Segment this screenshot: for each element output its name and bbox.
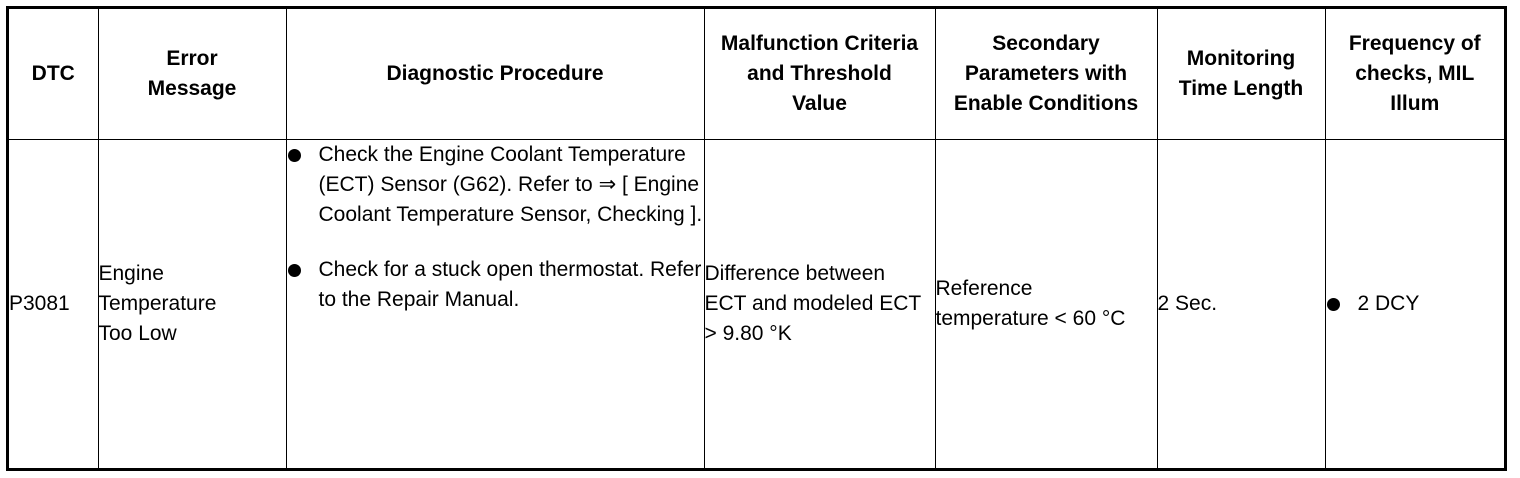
cell-monitoring-time: 2 Sec. [1157, 139, 1325, 468]
header-error-message: Error Message [98, 9, 286, 139]
header-secondary-parameters: Secondary Parameters with Enable Conditions [935, 9, 1157, 139]
header-frequency: Frequency of checks, MIL Illum [1325, 9, 1504, 139]
procedure-step [287, 140, 704, 230]
header-row [9, 9, 1504, 139]
header-dtc: DTC [9, 9, 98, 139]
bullet-icon [288, 264, 301, 277]
header-malfunction-criteria: Malfunction Criteria and Threshold Value [704, 9, 935, 139]
procedure-step [287, 255, 704, 315]
table-row [9, 139, 1504, 468]
procedure-step-text: Check for a stuck open thermostat. Refer to the Repair Manual. [318, 257, 702, 311]
procedure-list [287, 140, 704, 315]
cell-error-message: Engine Temperature Too Low [98, 139, 286, 468]
frequency-text: 2 DCY [1357, 291, 1420, 315]
procedure-step-text: Check the Engine Coolant Temperature (ECT) Sensor (G62). Refer to ⇒ [ Engine Coolant Temperature Sensor, Checking ]. [318, 142, 703, 226]
bullet-icon [288, 149, 301, 162]
cell-malfunction-criteria: Difference between ECT and modeled ECT > 9.80 °K [704, 139, 935, 468]
bullet-icon [1327, 298, 1340, 311]
dtc-table [9, 9, 1504, 468]
cell-secondary-parameters: Reference temperature < 60 °C [935, 139, 1157, 468]
dtc-table-frame [6, 6, 1507, 471]
header-monitoring-time: Monitoring Time Length [1157, 9, 1325, 139]
cell-frequency [1325, 139, 1504, 468]
cell-diagnostic-procedure [286, 139, 704, 468]
cell-dtc-code: P3081 [9, 139, 98, 468]
frequency-item [1326, 289, 1505, 319]
header-diagnostic-procedure: Diagnostic Procedure [286, 9, 704, 139]
